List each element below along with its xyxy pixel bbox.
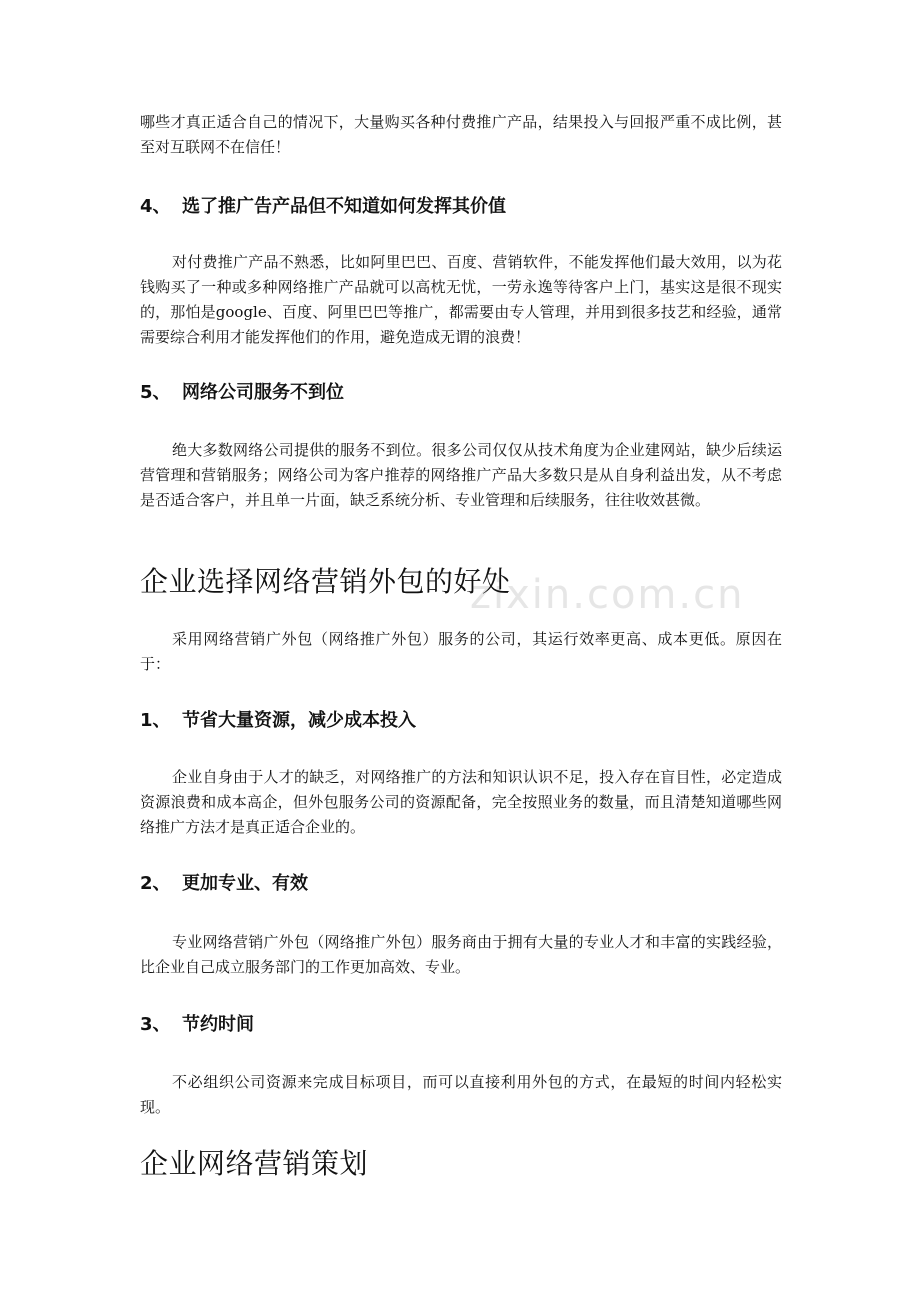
paragraph-benefit-1: 企业自身由于人才的缺乏，对网络推广的方法和知识认识不足，投入存在盲目性，必定造成资源浪费和成本高企，但外包服务公司的资源配备，完全按照业务的数量，而且清楚知道哪些网络推广方法才是真正适合企业的。 (140, 768, 782, 836)
heading-number: 2、 (140, 873, 171, 894)
heading-title: 节约时间 (182, 1014, 254, 1035)
heading-number: 1、 (140, 710, 171, 731)
heading-title: 节省大量资源，减少成本投入 (182, 710, 416, 731)
paragraph-5: 绝大多数网络公司提供的服务不到位。很多公司仅仅从技术角度为企业建网站，缺少后续运营管理和营销服务；网络公司为客户推荐的网络推广产品大多数只是从自身利益出发，从不考虑是否适合客户，并且单一片面，缺乏系统分析、专业管理和后续服务，往往收效甚微。 (140, 441, 782, 509)
heading-number: 3、 (140, 1014, 171, 1035)
heading-number: 4、 (140, 196, 171, 217)
heading-benefit-3 (140, 1012, 782, 1038)
section-heading-benefits: 企业选择网络营销外包的好处 (140, 565, 511, 598)
intro-paragraph: 哪些才真正适合自己的情况下，大量购买各种付费推广产品，结果投入与回报严重不成比例，甚至对互联网不在信任！ (140, 113, 782, 156)
heading-title: 更加专业、有效 (182, 873, 308, 894)
heading-number: 5、 (140, 382, 171, 403)
heading-4 (140, 194, 782, 220)
paragraph-benefit-3: 不必组织公司资源来完成目标项目，而可以直接利用外包的方式，在最短的时间内轻松实现。 (140, 1073, 782, 1116)
heading-benefit-2 (140, 871, 782, 897)
heading-benefit-1 (140, 708, 782, 734)
paragraph-4: 对付费推广产品不熟悉，比如阿里巴巴、百度、营销软件，不能发挥他们最大效用，以为花钱购买了一种或多种网络推广产品就可以高枕无忧，一劳永逸等待客户上门，基实这是很不现实的，那怕是google、百度、阿里巴巴等推广，都需要由专人管理，并用到很多技艺和经验，通常需要综合利用才能发挥他们的作用，避免造成无谓的浪费！ (140, 253, 782, 346)
watermark: zixin.com.cn (470, 572, 745, 618)
section-heading-planning: 企业网络营销策划 (140, 1147, 369, 1180)
heading-5 (140, 380, 782, 406)
heading-title: 网络公司服务不到位 (182, 382, 344, 403)
paragraph-benefits-intro: 采用网络营销广外包（网络推广外包）服务的公司，其运行效率更高、成本更低。原因在于： (140, 630, 782, 673)
paragraph-benefit-2: 专业网络营销广外包（网络推广外包）服务商由于拥有大量的专业人才和丰富的实践经验，比企业自己成立服务部门的工作更加高效、专业。 (140, 933, 782, 976)
heading-title: 选了推广告产品但不知道如何发挥其价值 (182, 196, 506, 217)
